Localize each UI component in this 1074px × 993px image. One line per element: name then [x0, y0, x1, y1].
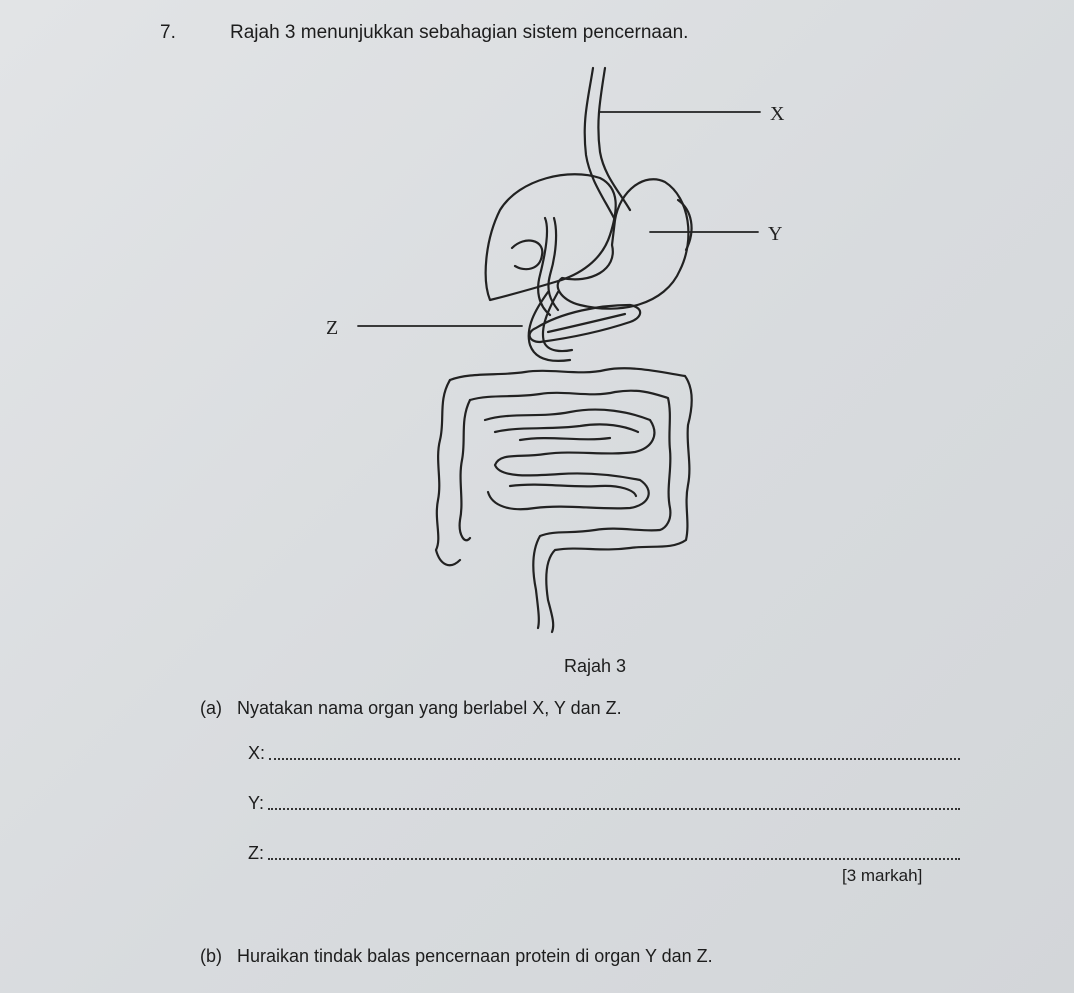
ascending-colon-inner [460, 400, 470, 540]
part-a-question: Nyatakan nama organ yang berlabel X, Y dan Z. [237, 698, 622, 718]
small-intestine-coil [485, 410, 654, 510]
label-y: Y [768, 223, 783, 245]
part-a [200, 698, 622, 719]
question-text: Rajah 3 menunjukkan sebahagian sistem pencernaan. [230, 22, 689, 43]
label-x: X [770, 103, 785, 125]
answer-key-y: Y: [248, 793, 265, 813]
answer-dotted-line[interactable] [269, 758, 960, 760]
answer-key-x: X: [248, 743, 266, 763]
answer-dotted-line[interactable] [268, 808, 960, 810]
figure-caption: Rajah 3 [564, 656, 627, 676]
question-number: 7. [160, 22, 176, 43]
stomach-bulge [678, 200, 692, 250]
large-intestine-outline [450, 368, 692, 632]
marks-allocation: [3 markah] [842, 866, 923, 885]
part-b-question: Huraikan tindak balas pencernaan protein di organ Y dan Z. [237, 946, 713, 966]
answer-line-y[interactable] [248, 790, 960, 814]
part-b-label: (b) [200, 946, 222, 966]
oesophagus-outline-inner [598, 68, 630, 210]
part-a-label: (a) [200, 698, 222, 718]
stomach-outline [558, 179, 689, 308]
digestive-system-diagram [300, 60, 860, 640]
liver-outline [486, 174, 616, 300]
label-z: Z [326, 317, 339, 339]
answer-key-z: Z: [248, 843, 264, 863]
part-b [200, 946, 713, 967]
ascending-colon [436, 380, 460, 565]
answer-line-z[interactable] [248, 840, 960, 864]
small-intestine-coil-2 [495, 424, 638, 432]
small-intestine-coil-3 [510, 485, 636, 496]
bile-duct [538, 218, 550, 315]
gallbladder [512, 241, 542, 270]
small-intestine-coil-4 [520, 438, 610, 440]
answer-line-x[interactable] [248, 740, 960, 764]
answer-dotted-line[interactable] [268, 858, 960, 860]
